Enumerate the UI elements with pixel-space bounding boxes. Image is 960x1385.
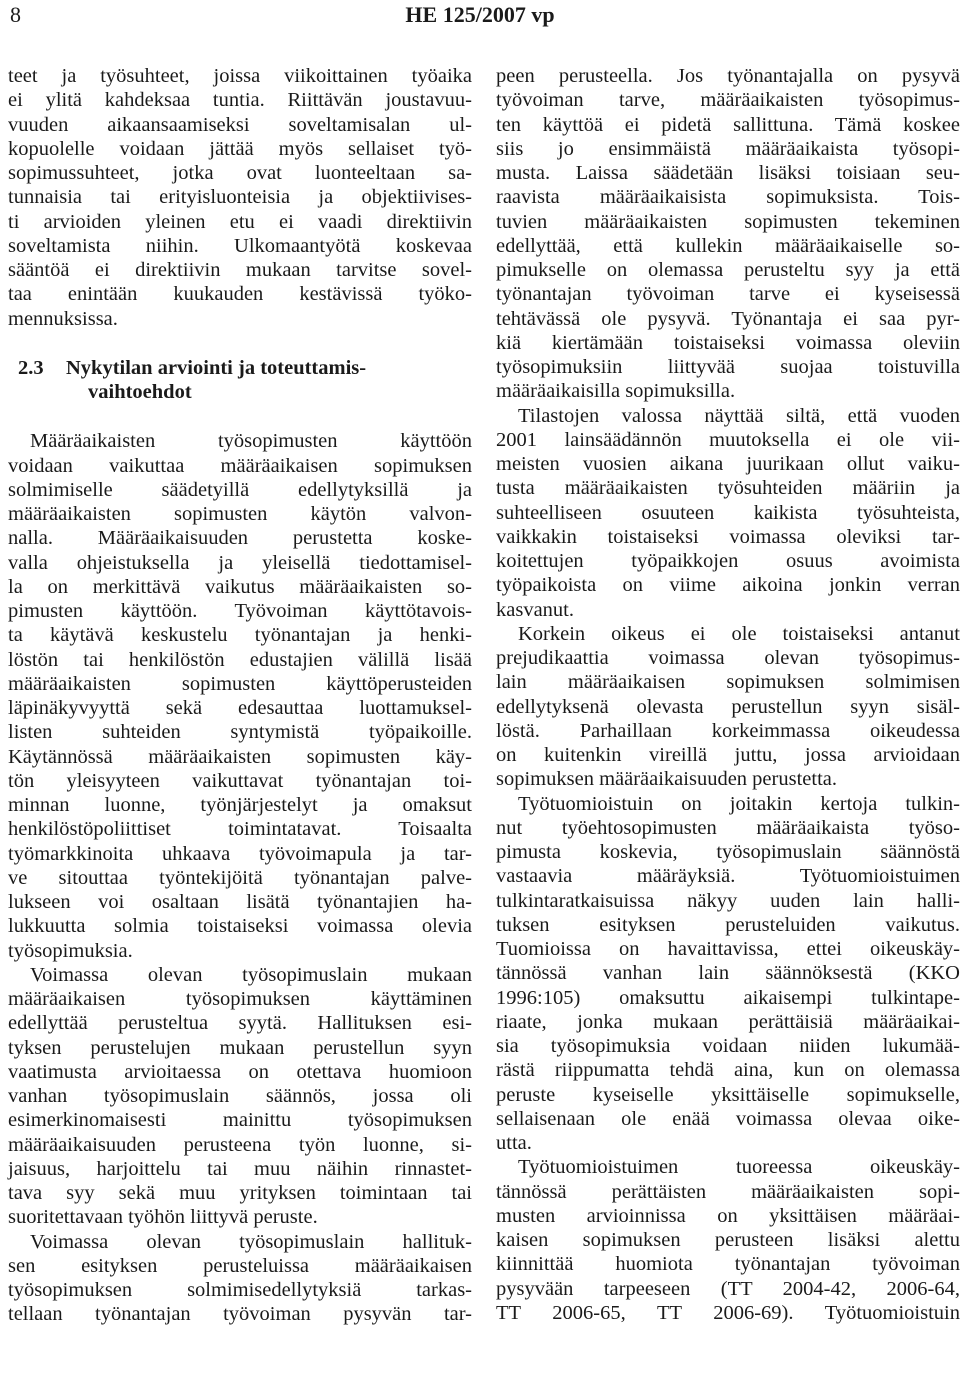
text-line: tava syy sekä muu yrityksen toimintaan tai	[8, 1182, 472, 1204]
text-line: työsopimuksia.	[8, 939, 133, 962]
text-line: sellaisenaan ole enää voimassa olevaa oike-	[496, 1107, 960, 1130]
left-column	[8, 64, 472, 1327]
text-line: 2001 lainsäädännön muutoksella ei ole vii-	[496, 428, 960, 451]
text-line: 1996:105) omaksuttu aikaisempi tulkintape-	[496, 986, 960, 1009]
text-line: riaate, jonka mukaan perättäisiä määräaikai-	[496, 1010, 960, 1033]
text-line: kiinnittää huomiota työnantajan työvoiman	[496, 1253, 960, 1276]
text-line: Voimassa olevan työsopimuslain hallituk-	[30, 1230, 472, 1253]
text-line: Korkein oikeus ei ole toistaiseksi antanut	[518, 622, 960, 645]
text-line: nut työehtosopimusten määräaikaista työso-	[496, 816, 960, 839]
text-line: kiä kiertämään toistaiseksi voimassa oleviin	[496, 331, 960, 354]
text-line: tännössä vanhan lain säännöksestä (KKO	[496, 962, 960, 985]
text-line: peruste kyseiselle yksittäiselle sopimukselle,	[496, 1083, 960, 1106]
text-line: nalla. Määräaikaisuuden perustetta koske-	[8, 527, 472, 550]
text-line: määräaikaisuuden perusteena työn luonne, si-	[8, 1133, 472, 1156]
text-line: vaikkakin toistaiseksi voimassa oleviksi tar-	[496, 525, 960, 548]
text-line: ve sitouttaa työntekijöitä työnantajan palve-	[8, 866, 472, 889]
text-line: tuvien määräaikaisten sopimusten tekeminen	[496, 210, 960, 233]
text-line: määräaikaisten sopimusten käyttöperusteiden	[8, 672, 472, 695]
section-number: 2.3	[18, 356, 44, 379]
section-heading	[8, 356, 472, 380]
text-line: ei ylitä kahdeksaa tuntia. Riittävän joustavuu-	[8, 89, 472, 112]
text-line: valla ohjeistuksella ja yleisellä tiedottamisel-	[8, 551, 472, 574]
text-line: suhteelliseen osuuteen kaikista työsuhteista,	[496, 501, 960, 524]
text-line: ti arvioiden yleinen etu ei vaadi direktiivin	[8, 210, 472, 233]
paragraph	[496, 622, 960, 792]
text-line: solmimiselle säädetyillä edellytyksillä ja	[8, 478, 472, 501]
text-line: lukkuutta solmia toistaiseksi voimassa olevia	[8, 915, 472, 938]
text-line: Käytännössä määräaikaisten sopimusten käy-	[8, 745, 472, 768]
text-line: edellytyksenä olevasta perustellun syyn sisäl-	[496, 695, 960, 718]
text-line: pimusten käyttöön. Työvoiman käyttötavois-	[8, 600, 472, 622]
text-line: vanhan työsopimuslain säännös, jossa oli	[8, 1085, 472, 1107]
right-column	[496, 64, 960, 1325]
text-line: mennuksissa.	[8, 307, 118, 330]
paragraph	[8, 429, 472, 963]
text-line: Tuomioissa on havaittavissa, ettei oikeuskäy-	[496, 938, 960, 960]
text-line: löstön tai henkilöstön edustajien välillä lisää	[8, 648, 472, 671]
text-line: vastaavia määräyksiä. Työtuomioistuimen	[496, 865, 960, 888]
text-line: tehtävässä ole pysyvä. Työnantaja ei saa pyr-	[496, 307, 960, 330]
text-line: jaisuus, harjoittelu tai muu näihin rinnastet-	[8, 1157, 472, 1180]
text-line: määräaikaisilla sopimuksilla.	[496, 380, 736, 403]
text-line: voidaan vaikuttaa määräaikaisen sopimuksen	[8, 454, 472, 477]
text-line: työnantajan työvoiman tarve ei kyseisessä	[496, 283, 960, 306]
page-header	[0, 0, 960, 40]
text-line: taa enintään kuukauden kestävissä työko-	[8, 283, 472, 306]
text-line: sen esityksen perusteluissa määräaikaisen	[8, 1254, 472, 1277]
paragraph	[496, 404, 960, 622]
section-heading-continuation	[8, 380, 472, 404]
text-line: la on merkittävä vaikutus määräaikaisten so-	[8, 575, 472, 598]
text-line: siis jo ensimmäistä määräaikaista työsopi-	[496, 137, 960, 160]
text-line: työmarkkinoita uhkaava työvoimapula ja tar-	[8, 842, 472, 865]
text-line: vaatimusta arvioitaessa on otettava huomioon	[8, 1060, 472, 1083]
text-line: työsopimuksen solmimisedellytyksiä tarkas-	[8, 1279, 472, 1301]
text-line: Määräaikaisten työsopimusten käyttöön	[30, 430, 472, 453]
text-line: tulkintaratkaisuissa näkyy uuden lain halli-	[496, 889, 960, 912]
text-line: tön yleisyyteen vaikuttavat työnantajan toi-	[8, 769, 472, 792]
paragraph	[496, 64, 960, 404]
text-line: lukseen voi osaltaan lisätä työnantajien ha-	[8, 891, 472, 913]
text-line: tyksen perustelujen mukaan perustellun syyn	[8, 1036, 472, 1059]
text-line: Työtuomioistuin on joitakin kertoja tulkin-	[518, 792, 960, 815]
paragraph	[496, 1155, 960, 1325]
text-line: minnan luonne, työnjärjestelyt ja omaksut	[8, 794, 472, 816]
text-line: tännössä perättäisten määräaikaisten sopi-	[496, 1180, 960, 1203]
text-line: utta.	[496, 1132, 532, 1154]
text-line: pimusta koskevia, työsopimuslain säännöstä	[496, 841, 960, 863]
text-line: sia työsopimuksia voidaan niiden lukumää-	[496, 1035, 960, 1057]
text-line: sääntöä ei direktiivin mukaan tarvitse sovel-	[8, 259, 472, 281]
text-line: ta käytävä keskustelu työnantajan ja henki-	[8, 624, 472, 647]
text-line: rästä riippumatta tehdä aina, kun on olemassa	[496, 1059, 960, 1082]
section-title-line-2: vaihtoehdot	[88, 381, 192, 403]
text-line: soveltamista niihin. Ulkomaantyötä koskevaa	[8, 234, 472, 257]
text-line: suoritettavaan työhön liittyvä peruste.	[8, 1206, 318, 1229]
text-line: prejudikaattia voimassa olevan työsopimus-	[496, 647, 960, 669]
text-line: pimukselle on olemassa perusteltu syy ja että	[496, 259, 960, 281]
text-line: meisten vuosien aikana juurikaan ollut vaiku-	[496, 453, 960, 475]
text-line: raavista määräaikaisista sopimuksista. Tois-	[496, 186, 960, 209]
document-id: HE 125/2007 vp	[405, 2, 555, 27]
text-line: musta. Laissa säädetään lisäksi toisiaan seu-	[496, 162, 960, 184]
page-number: 8	[10, 2, 21, 27]
text-line: edellyttää, että kullekin määräaikaiselle so-	[496, 234, 960, 257]
text-line: tuksen esityksen perusteluiden vaikutus.	[496, 913, 960, 936]
text-line: löstä. Parhaillaan korkeimmassa oikeudessa	[496, 719, 960, 742]
text-line: tellaan työnantajan työvoiman pysyvän tar-	[8, 1303, 472, 1326]
text-line: peen perusteella. Jos työnantajalla on pysyvä	[496, 65, 960, 87]
paragraph	[496, 792, 960, 1156]
text-line: on kuitenkin vireillä juttu, jossa arvioidaan	[496, 744, 960, 766]
text-line: Voimassa olevan työsopimuslain mukaan	[30, 963, 472, 986]
text-line: määräaikaisen työsopimuksen käyttäminen	[8, 988, 472, 1010]
text-line: musten arvioinnissa on yksittäisen määräai-	[496, 1204, 960, 1227]
section-title-line-1: Nykytilan arviointi ja toteuttamis-	[66, 356, 367, 379]
text-line: tusta määräaikaisten työsuhteiden määriin ja	[496, 477, 960, 500]
text-line: kasvanut.	[496, 598, 574, 621]
text-line: esimerkinomaisesti mainittu työsopimuksen	[8, 1109, 472, 1132]
text-line: työpaikoista on viime aikoina jonkin verran	[496, 574, 960, 597]
text-line: ten käyttöä ei pidetä sallittuna. Tämä koskee	[496, 113, 960, 136]
text-line: TT 2006-65, TT 2006-69). Työtuomioistuin	[496, 1301, 960, 1324]
text-line: tunnaisia tai erityisluonteisia ja objektiivises-	[8, 186, 472, 209]
paragraph	[8, 1230, 472, 1327]
text-line: lain määräaikaisen sopimuksen solmimisen	[496, 671, 960, 694]
text-line: työsopimuksiin liittyvää suojaa toistuvilla	[496, 356, 960, 378]
text-line: henkilöstöpoliittiset toimintatavat. Toisaalta	[8, 818, 472, 841]
text-line: vuuden aikaansaamiseksi soveltamisalan ul-	[8, 113, 472, 136]
paragraph	[8, 963, 472, 1230]
text-line: kopuolelle voidaan jättää myös sellaiset työ-	[8, 137, 472, 160]
text-line: määräaikaisten sopimusten käytön valvon-	[8, 503, 472, 525]
text-line: työvoiman tarve, määräaikaisten työsopimus-	[496, 89, 960, 112]
text-line: kaisen sopimuksen perusteen lisäksi alettu	[496, 1229, 960, 1251]
text-line: listen suhteiden syntymistä työpaikoille.	[8, 721, 472, 744]
text-line: teet ja työsuhteet, joissa viikoittainen työaika	[8, 65, 472, 87]
text-line: edellyttää perusteltua syytä. Hallituksen esi-	[8, 1012, 472, 1035]
text-line: Tilastojen valossa näyttää siltä, että vuoden	[518, 404, 960, 427]
text-line: sopimuksen määräaikaisuuden perustetta.	[496, 768, 837, 791]
text-line: pysyvään tarpeeseen (TT 2004-42, 2006-64,	[496, 1277, 960, 1300]
paragraph	[8, 64, 472, 331]
text-line: Työtuomioistuimen tuoreessa oikeuskäy-	[518, 1156, 960, 1179]
text-line: sopimussuhteet, jotka ovat luonteeltaan sa-	[8, 162, 472, 184]
text-line: läpinäkyvyyttä sekä edesauttaa luottamuksel-	[8, 697, 472, 719]
text-line: koitettujen työpaikkojen osuus avoimista	[496, 550, 960, 572]
